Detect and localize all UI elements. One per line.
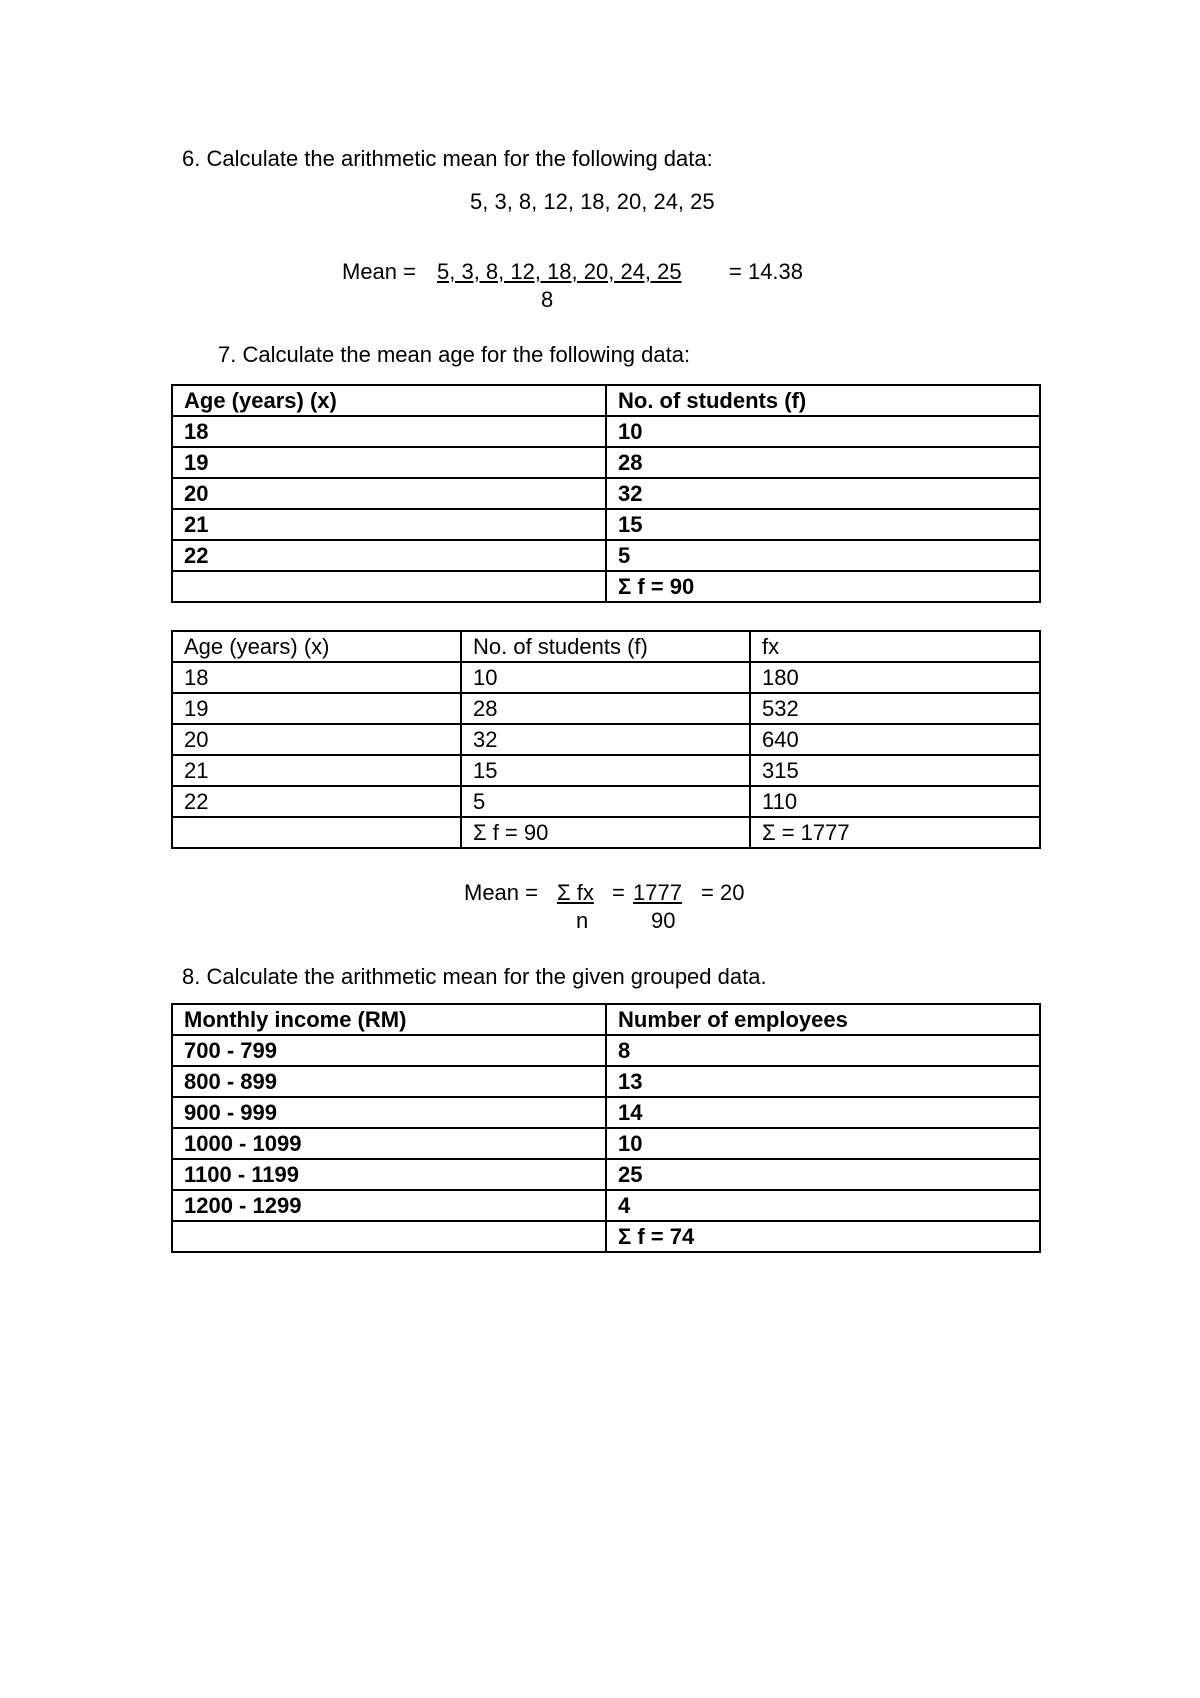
table-row — [172, 662, 1040, 693]
mean-numerator: 5, 3, 8, 12, 18, 20, 24, 25 — [437, 259, 682, 284]
table-cell: 15 — [606, 509, 1040, 540]
mean-label: Mean = — [464, 880, 538, 905]
table-row — [172, 1190, 1040, 1221]
question-6: 6. Calculate the arithmetic mean for the following data: — [182, 146, 713, 171]
table-row — [172, 509, 1040, 540]
table-cell: 110 — [750, 786, 1040, 817]
table-cell: 10 — [461, 662, 750, 693]
header-cell: Monthly income (RM) — [172, 1004, 606, 1035]
table-cell: 1200 - 1299 — [172, 1190, 606, 1221]
table-total-row — [172, 817, 1040, 848]
age-frequency-table — [171, 384, 1041, 603]
table-cell: 21 — [172, 509, 606, 540]
table-row — [172, 1097, 1040, 1128]
table-cell: 4 — [606, 1190, 1040, 1221]
table-row — [172, 447, 1040, 478]
table-cell — [172, 571, 606, 602]
table-row — [172, 786, 1040, 817]
table-cell: 19 — [172, 693, 461, 724]
table-cell: 800 - 899 — [172, 1066, 606, 1097]
table-row — [172, 755, 1040, 786]
header-cell: No. of students (f) — [461, 631, 750, 662]
table-cell: 15 — [461, 755, 750, 786]
header-cell: fx — [750, 631, 1040, 662]
header-cell: Age (years) (x) — [172, 631, 461, 662]
header-cell: No. of students (f) — [606, 385, 1040, 416]
table-cell: 22 — [172, 540, 606, 571]
table-cell: 1100 - 1199 — [172, 1159, 606, 1190]
question-8: 8. Calculate the arithmetic mean for the given grouped data. — [182, 964, 767, 989]
age-fx-table — [171, 630, 1041, 849]
table-cell — [172, 1221, 606, 1252]
question-7: 7. Calculate the mean age for the following data: — [218, 342, 691, 367]
header-cell: Number of employees — [606, 1004, 1040, 1035]
table-cell: Σ = 1777 — [750, 817, 1040, 848]
table-row — [172, 1035, 1040, 1066]
data-values: 5, 3, 8, 12, 18, 20, 24, 25 — [470, 189, 715, 214]
mean-denominator-n: n — [576, 908, 589, 933]
table-cell: 1000 - 1099 — [172, 1128, 606, 1159]
table-cell: 22 — [172, 786, 461, 817]
mean-equals: = — [612, 880, 625, 905]
table-cell: Σ f = 90 — [606, 571, 1040, 602]
table-cell: 5 — [606, 540, 1040, 571]
mean-label: Mean = — [342, 259, 416, 284]
table-total-row — [172, 571, 1040, 602]
header-cell: Age (years) (x) — [172, 385, 606, 416]
table-cell: Σ f = 90 — [461, 817, 750, 848]
table-row — [172, 724, 1040, 755]
table-cell: 21 — [172, 755, 461, 786]
table-cell: 315 — [750, 755, 1040, 786]
table-cell: 19 — [172, 447, 606, 478]
table-cell: 700 - 799 — [172, 1035, 606, 1066]
table-row — [172, 540, 1040, 571]
table-header-row — [172, 1004, 1040, 1035]
mean-numerator-value: 1777 — [633, 880, 682, 905]
table-cell: 8 — [606, 1035, 1040, 1066]
table-header-row — [172, 385, 1040, 416]
table-cell: 14 — [606, 1097, 1040, 1128]
table-cell: 532 — [750, 693, 1040, 724]
table-row — [172, 1066, 1040, 1097]
table-cell: 640 — [750, 724, 1040, 755]
table-cell: 18 — [172, 416, 606, 447]
table-cell: 28 — [461, 693, 750, 724]
table-cell: 18 — [172, 662, 461, 693]
income-table — [171, 1003, 1041, 1253]
table-cell: 25 — [606, 1159, 1040, 1190]
table-cell: 28 — [606, 447, 1040, 478]
table-cell: 20 — [172, 724, 461, 755]
table-cell — [172, 817, 461, 848]
table-cell: 10 — [606, 416, 1040, 447]
table-cell: 180 — [750, 662, 1040, 693]
table-row — [172, 416, 1040, 447]
table-cell: 13 — [606, 1066, 1040, 1097]
table-row — [172, 1128, 1040, 1159]
mean-numerator-sum-fx: Σ fx — [557, 880, 594, 905]
table-cell: 10 — [606, 1128, 1040, 1159]
table-row — [172, 693, 1040, 724]
mean-denominator-value: 90 — [651, 908, 676, 933]
mean-result: = 20 — [701, 880, 745, 905]
mean-denominator: 8 — [541, 287, 554, 312]
table-cell: 32 — [606, 478, 1040, 509]
mean-result: = 14.38 — [729, 259, 804, 284]
table-cell: 5 — [461, 786, 750, 817]
table-row — [172, 1159, 1040, 1190]
table-header-row — [172, 631, 1040, 662]
table-cell: Σ f = 74 — [606, 1221, 1040, 1252]
table-cell: 20 — [172, 478, 606, 509]
table-row — [172, 478, 1040, 509]
table-cell: 900 - 999 — [172, 1097, 606, 1128]
table-cell: 32 — [461, 724, 750, 755]
table-total-row — [172, 1221, 1040, 1252]
